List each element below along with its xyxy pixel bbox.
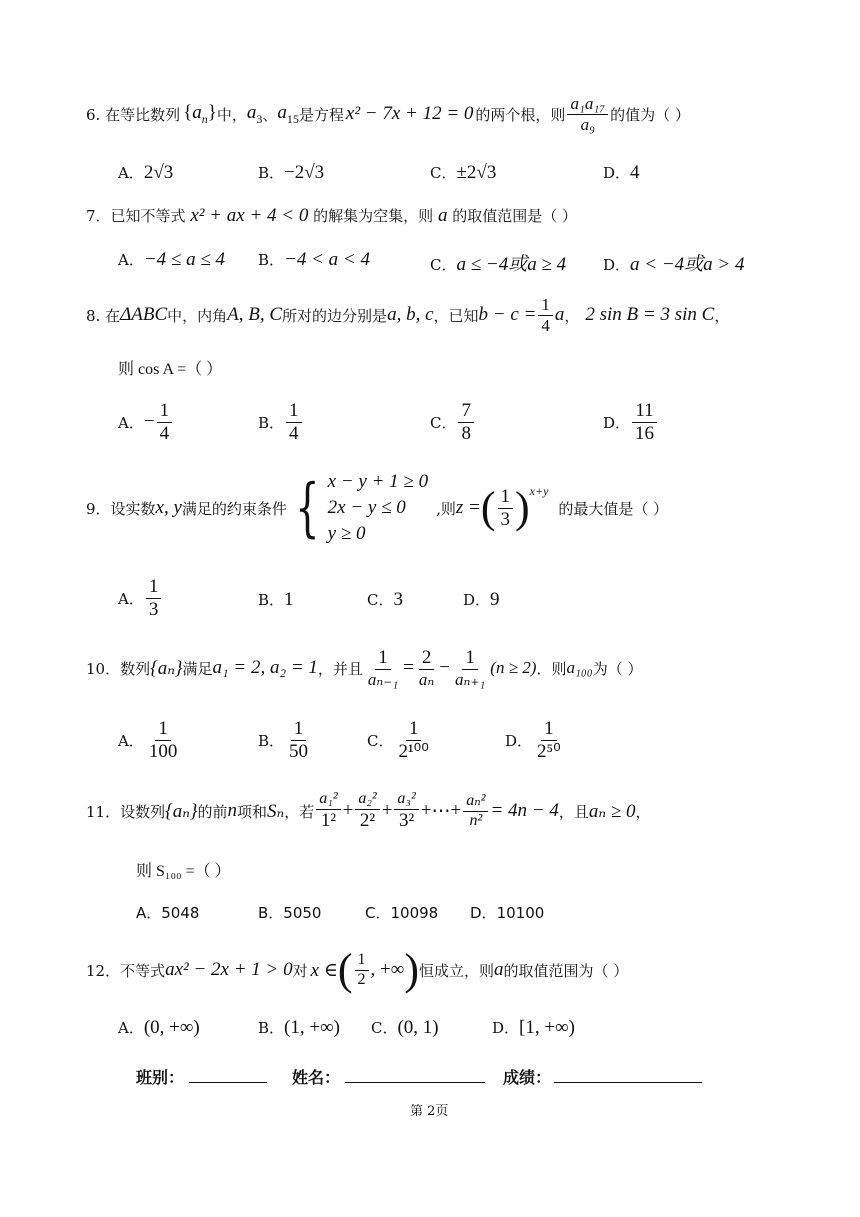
q10-option-c[interactable]: C． $\frac{1}{\text{2¹⁰⁰}}$ — [367, 718, 429, 762]
q9-option-b[interactable]: B．1 — [258, 589, 294, 610]
q9-tail: 的最大值是（ ） — [558, 499, 669, 518]
q8-comma2: ， — [714, 306, 730, 325]
q9-mid1: 满足的约束条件 — [181, 499, 287, 518]
q11-comma: ， — [635, 802, 651, 821]
q9-z: z = — [455, 497, 481, 518]
q7-mid: 的解集为空集，则 — [313, 207, 434, 225]
q10-option-a[interactable]: A． $\frac{1}{100}$ — [118, 718, 178, 762]
q6-sequence: $\{a_n\}$ — [183, 101, 217, 126]
q12-option-b[interactable]: B．(1, +∞) — [258, 1017, 340, 1038]
q10-target: a₁₀₀ — [566, 658, 593, 677]
q12-prefix: 12．不等式 — [86, 961, 166, 980]
q6-option-d[interactable]: D．4 — [603, 162, 640, 183]
q8-line2: 则 cos A =（ ） — [118, 361, 223, 378]
q12-var: a — [493, 959, 504, 980]
score-label: 成绩： — [503, 1068, 552, 1087]
q11-plus-1: + — [342, 800, 354, 821]
q11-plus-4: + — [450, 800, 462, 821]
q7-inequality: x² + ax + 4 < 0 — [190, 205, 309, 226]
left-paren-icon: ( — [337, 945, 353, 994]
q6-a3: $a_3$ — [246, 101, 263, 126]
q8-cond1-right: a — [554, 304, 565, 325]
q10-frac3: $\frac{1}{\text{aₙ₊₁}}$ — [455, 646, 486, 689]
q10-mid1: 满足 — [182, 659, 213, 678]
q10-minus: − — [439, 657, 450, 678]
q11-option-c[interactable]: C．10098 — [365, 904, 439, 922]
q6-mid3: 的两个根，则 — [475, 105, 566, 124]
q6-tail: 的值为（ ） — [610, 105, 690, 124]
q11-prefix: 11．设数列 — [86, 802, 166, 821]
q10-mid2: ，并且 — [317, 659, 363, 678]
q11-S: Sₙ — [267, 800, 285, 822]
right-paren-icon: ) — [515, 483, 530, 532]
q12-inequality: ax² − 2x + 1 > 0 — [165, 959, 293, 980]
q8-option-c[interactable]: C． $\frac{7}{8}$ — [430, 400, 476, 445]
q10-mid3: ．则 — [536, 659, 567, 678]
left-paren-icon: ( — [480, 483, 496, 532]
left-brace-icon: { — [295, 471, 320, 545]
q8-cond1-fraction: $\frac{1}{4}$ — [538, 295, 553, 335]
question-8-stem — [86, 290, 729, 340]
q11-mid2: 项和 — [237, 802, 268, 821]
q11-cond: aₙ ≥ 0 — [588, 800, 636, 822]
q8-mid2: 所对的边分别是 — [282, 306, 388, 325]
q6-a15: $a_{15}$ — [277, 101, 299, 126]
q8-option-b[interactable]: B． $\frac{1}{4}$ — [258, 400, 304, 445]
q11-line2: 则 S₁₀₀ =（ ） — [136, 863, 231, 880]
q7-prefix: 7．已知不等式 — [86, 207, 186, 225]
q10-frac1: $\frac{1}{\text{aₙ₋₁}}$ — [367, 646, 399, 689]
q10-cond: (n ≥ 2) — [490, 658, 537, 677]
question-12-stem — [86, 945, 628, 995]
question-6-stem — [86, 92, 690, 136]
q10-frac2: $\frac{2}{\text{aₙ}}$ — [418, 646, 435, 689]
name-label: 姓名： — [292, 1068, 341, 1087]
q6-mid2: 是方程 — [298, 105, 344, 124]
q12-x-in: x ∈ — [310, 959, 338, 981]
question-9-stem — [86, 466, 668, 550]
q11-plus-3: + — [420, 800, 432, 821]
q11-rhs: = 4n − 4 — [490, 800, 559, 821]
score-field[interactable] — [554, 1082, 702, 1083]
q11-term-2: $\frac{\text{a₂²}}{\text{2²}}$ — [355, 790, 379, 831]
q11-option-d[interactable]: D．10100 — [470, 904, 545, 922]
q9-option-c[interactable]: C．3 — [367, 589, 403, 610]
page-number: 第 2页 — [410, 1104, 449, 1119]
question-7-stem — [86, 205, 577, 227]
q6-option-c[interactable]: C．±2√3 — [430, 162, 497, 183]
q6-option-a[interactable]: A．2√3 — [118, 162, 174, 183]
q8-cond2: 2 sin B = 3 sin C — [585, 304, 715, 325]
q11-term-n: $\frac{\text{aₙ²}}{\text{n²}}$ — [463, 792, 488, 830]
q11-term-1: $\frac{\text{a₁²}}{\text{1²}}$ — [316, 790, 340, 831]
q11-term-3: $\frac{\text{a₃²}}{\text{3²}}$ — [394, 790, 418, 831]
class-label: 班别： — [136, 1068, 185, 1087]
q10-eqs: = — [403, 657, 414, 678]
q8-mid1: 中，内角 — [167, 306, 228, 325]
q7-option-b[interactable]: B．−4 < a < 4 — [258, 249, 370, 270]
q11-dots: ⋯ — [431, 800, 451, 822]
right-paren-icon: ) — [404, 945, 419, 994]
q12-mid2: 恒成立，则 — [418, 961, 494, 980]
q10-seq: {aₙ} — [150, 657, 183, 679]
q8-sides: a, b, c — [387, 304, 434, 325]
class-field[interactable] — [189, 1082, 267, 1083]
q7-option-a[interactable]: A．−4 ≤ a ≤ 4 — [118, 249, 226, 270]
q9-power: ( $\frac{1}{3}$ ) x+y — [480, 483, 549, 532]
q6-fraction: $\frac{\text{a₁a₁₇}}{\text{a₉}}$ — [567, 94, 608, 134]
q8-prefix: 8. 在 — [86, 306, 121, 325]
q6-mid1: 中， — [216, 105, 247, 124]
question-11-stem — [86, 786, 651, 836]
q11-plus-2: + — [381, 800, 393, 821]
name-field[interactable] — [345, 1082, 485, 1083]
q11-seq: {aₙ} — [165, 800, 198, 822]
q10-option-d[interactable]: D． $\frac{1}{\text{2⁵⁰}}$ — [505, 718, 561, 762]
q12-option-c[interactable]: C．(0, 1) — [371, 1017, 439, 1038]
q12-tail: 的取值范围为（ ） — [503, 961, 629, 980]
q8-comma: ， — [564, 306, 580, 325]
q10-option-b[interactable]: B． $\frac{1}{50}$ — [258, 718, 309, 762]
q8-cond1-left: b − c = — [478, 304, 537, 325]
q11-n: n — [227, 800, 238, 821]
q7-option-d[interactable]: D．a < −4或a > 4 — [603, 254, 745, 275]
q9-option-a[interactable]: A． $\frac{1}{3}$ — [118, 576, 163, 621]
q9-constraint-2: 2x − y ≤ 0 — [327, 497, 406, 518]
q7-var: a — [437, 205, 448, 226]
q6-prefix: 6. 在等比数列 — [86, 105, 181, 124]
q9-constraint-3: y ≥ 0 — [327, 523, 366, 544]
q8-triangle: ΔABC — [120, 304, 168, 325]
q11-option-b[interactable]: B．5050 — [258, 904, 322, 922]
q12-interval: ( $\frac{1}{2}$ , +∞ ) — [337, 945, 419, 994]
q6-option-b[interactable]: B．−2√3 — [258, 162, 325, 183]
q8-angles: A, B, C — [227, 304, 283, 325]
q7-option-c[interactable]: C．a ≤ −4或a ≥ 4 — [430, 254, 567, 275]
question-10-stem — [86, 643, 642, 693]
q9-constraint-1: x − y + 1 ≥ 0 — [327, 471, 429, 492]
q8-option-d[interactable]: D． $\frac{11}{16}$ — [603, 400, 659, 445]
q10-init: a₁ = 2, a₂ = 1 — [212, 657, 318, 678]
q11-option-a[interactable]: A．5048 — [136, 904, 200, 922]
q9-vars: x, y — [155, 497, 182, 518]
q12-option-a[interactable]: A．(0, +∞) — [118, 1017, 200, 1038]
q10-tail: 为（ ） — [592, 659, 643, 678]
q9-option-d[interactable]: D．9 — [463, 589, 500, 610]
q11-mid3: ，若 — [284, 802, 315, 821]
q7-tail: 的取值范围是（ ） — [452, 207, 577, 225]
q9-mid2: ,则 — [436, 499, 456, 518]
q6-equation: x² − 7x + 12 = 0 — [345, 103, 474, 124]
q9-system — [287, 469, 428, 547]
q9-prefix: 9．设实数 — [86, 499, 156, 518]
q11-mid4: ，且 — [558, 802, 589, 821]
q6-sep: 、 — [262, 105, 278, 124]
q9-exponent: x+y — [529, 483, 549, 498]
q8-option-a[interactable]: A． − $\frac{1}{4}$ — [118, 400, 174, 445]
q12-mid1: 对 — [292, 961, 308, 980]
q8-mid3: ，已知 — [433, 306, 479, 325]
q11-mid1: 的前 — [197, 802, 228, 821]
q12-option-d[interactable]: D．[1, +∞) — [492, 1017, 575, 1038]
q10-prefix: 10．数列 — [86, 659, 151, 678]
